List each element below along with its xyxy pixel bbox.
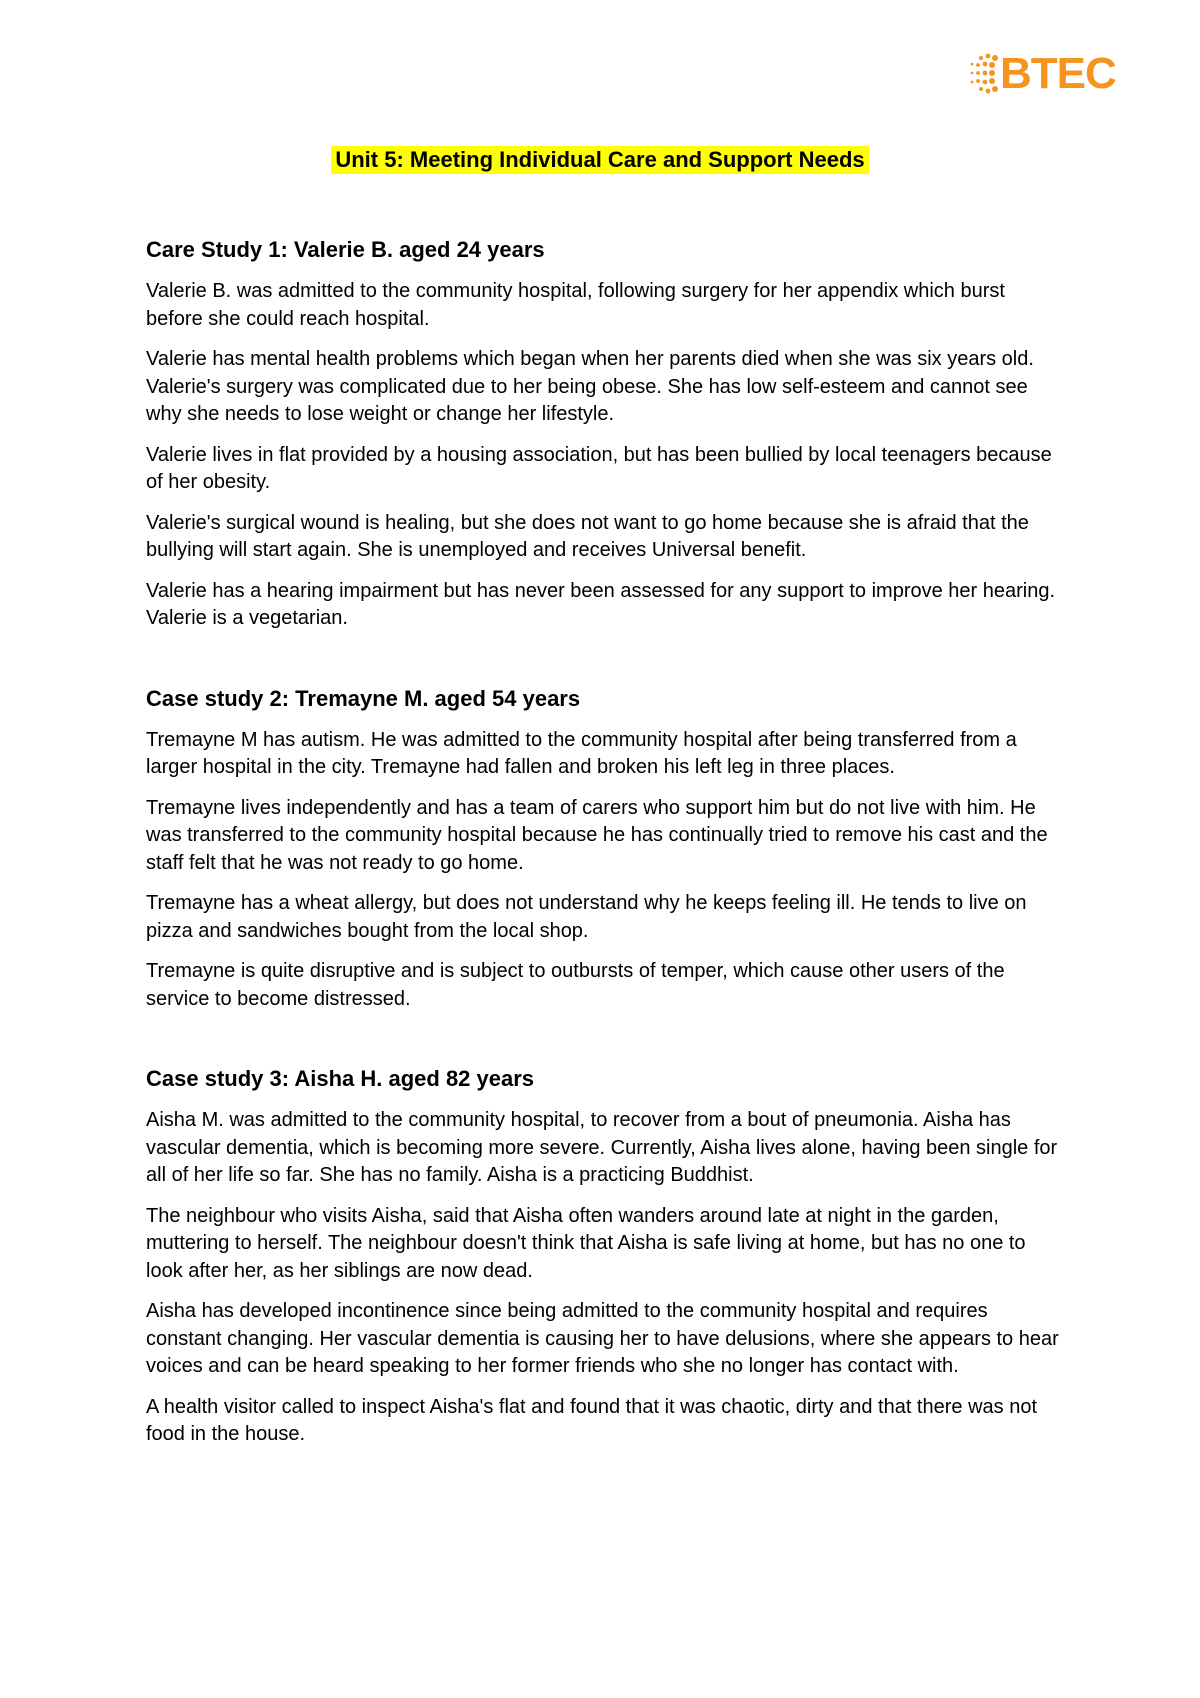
paragraph: Valerie B. was admitted to the community hospital, following surgery for her appendix which burst before she could reach hospital.	[146, 280, 1005, 330]
paragraph: Aisha M. was admitted to the community hospital, to recover from a bout of pneumonia. Aisha has vascular dementia, which is becoming more severe. Currently, Aisha lives alone, having been single for all of her life so far. She has no family. Aisha is a practicing Buddhist.	[146, 1109, 1058, 1186]
paragraph: Valerie's surgical wound is healing, but she does not want to go home because she is afraid that the bullying will start again. She is unemployed and receives Universal benefit.	[146, 511, 1029, 561]
paragraph: Tremayne has a wheat allergy, but does not understand why he keeps feeling ill. He tends to live on pizza and sandwiches bought from the local shop.	[146, 892, 1027, 942]
title-row	[0, 146, 1200, 174]
paragraph: Tremayne is quite disruptive and is subject to outbursts of temper, which cause other users of the service to become distressed.	[146, 960, 1005, 1010]
case-study-heading: Case study 2: Tremayne M. aged 54 years	[146, 685, 581, 711]
paragraph: Tremayne M has autism. He was admitted to the community hospital after being transferred from a larger hospital in the city. Tremayne had fallen and broken his left leg in three places.	[146, 728, 1017, 778]
paragraph: Tremayne lives independently and has a team of carers who support him but do not live with him. He was transferred to the community hospital because he has continually tried to remove his cast and the staff felt that he was not ready to go home.	[146, 796, 1048, 874]
case-study-heading: Care Study 1: Valerie B. aged 24 years	[146, 237, 545, 262]
case-study-1	[146, 236, 1066, 633]
paragraph: Valerie has a hearing impairment but has never been assessed for any support to improve her hearing. Valerie is a vegetarian.	[146, 579, 1056, 629]
case-study-3	[146, 1065, 1066, 1449]
case-study-2	[146, 685, 1066, 1014]
page-title: Unit 5: Meeting Individual Care and Support Needs	[331, 146, 868, 174]
paragraph: A health visitor called to inspect Aisha's flat and found that it was chaotic, dirty and that there was not food in the house.	[146, 1395, 1037, 1445]
paragraph: Valerie has mental health problems which began when her parents died when she was six years old. Valerie's surgery was complicated due to her being obese. She has low self-esteem and cannot see why she needs to lose weight or change her lifestyle.	[146, 348, 1034, 425]
paragraph: Aisha has developed incontinence since being admitted to the community hospital and requires constant changing. Her vascular dementia is causing her to have delusions, where she appears to hear voices and can be heard speaking to her former friends who she no longer has contact with.	[146, 1300, 1059, 1377]
paragraph: The neighbour who visits Aisha, said that Aisha often wanders around late at night in the garden, muttering to herself. The neighbour doesn't think that Aisha is safe living at home, but has no one to look after her, as her siblings are now dead.	[146, 1204, 1026, 1282]
dot-burst-icon	[968, 52, 998, 96]
paragraph: Valerie lives in flat provided by a housing association, but has been bullied by local teenagers because of her obesity.	[146, 443, 1052, 493]
document-body	[146, 236, 1066, 1462]
case-study-heading: Case study 3: Aisha H. aged 82 years	[146, 1066, 535, 1091]
btec-logo	[968, 49, 1116, 98]
logo-text: BTEC	[1000, 49, 1116, 98]
